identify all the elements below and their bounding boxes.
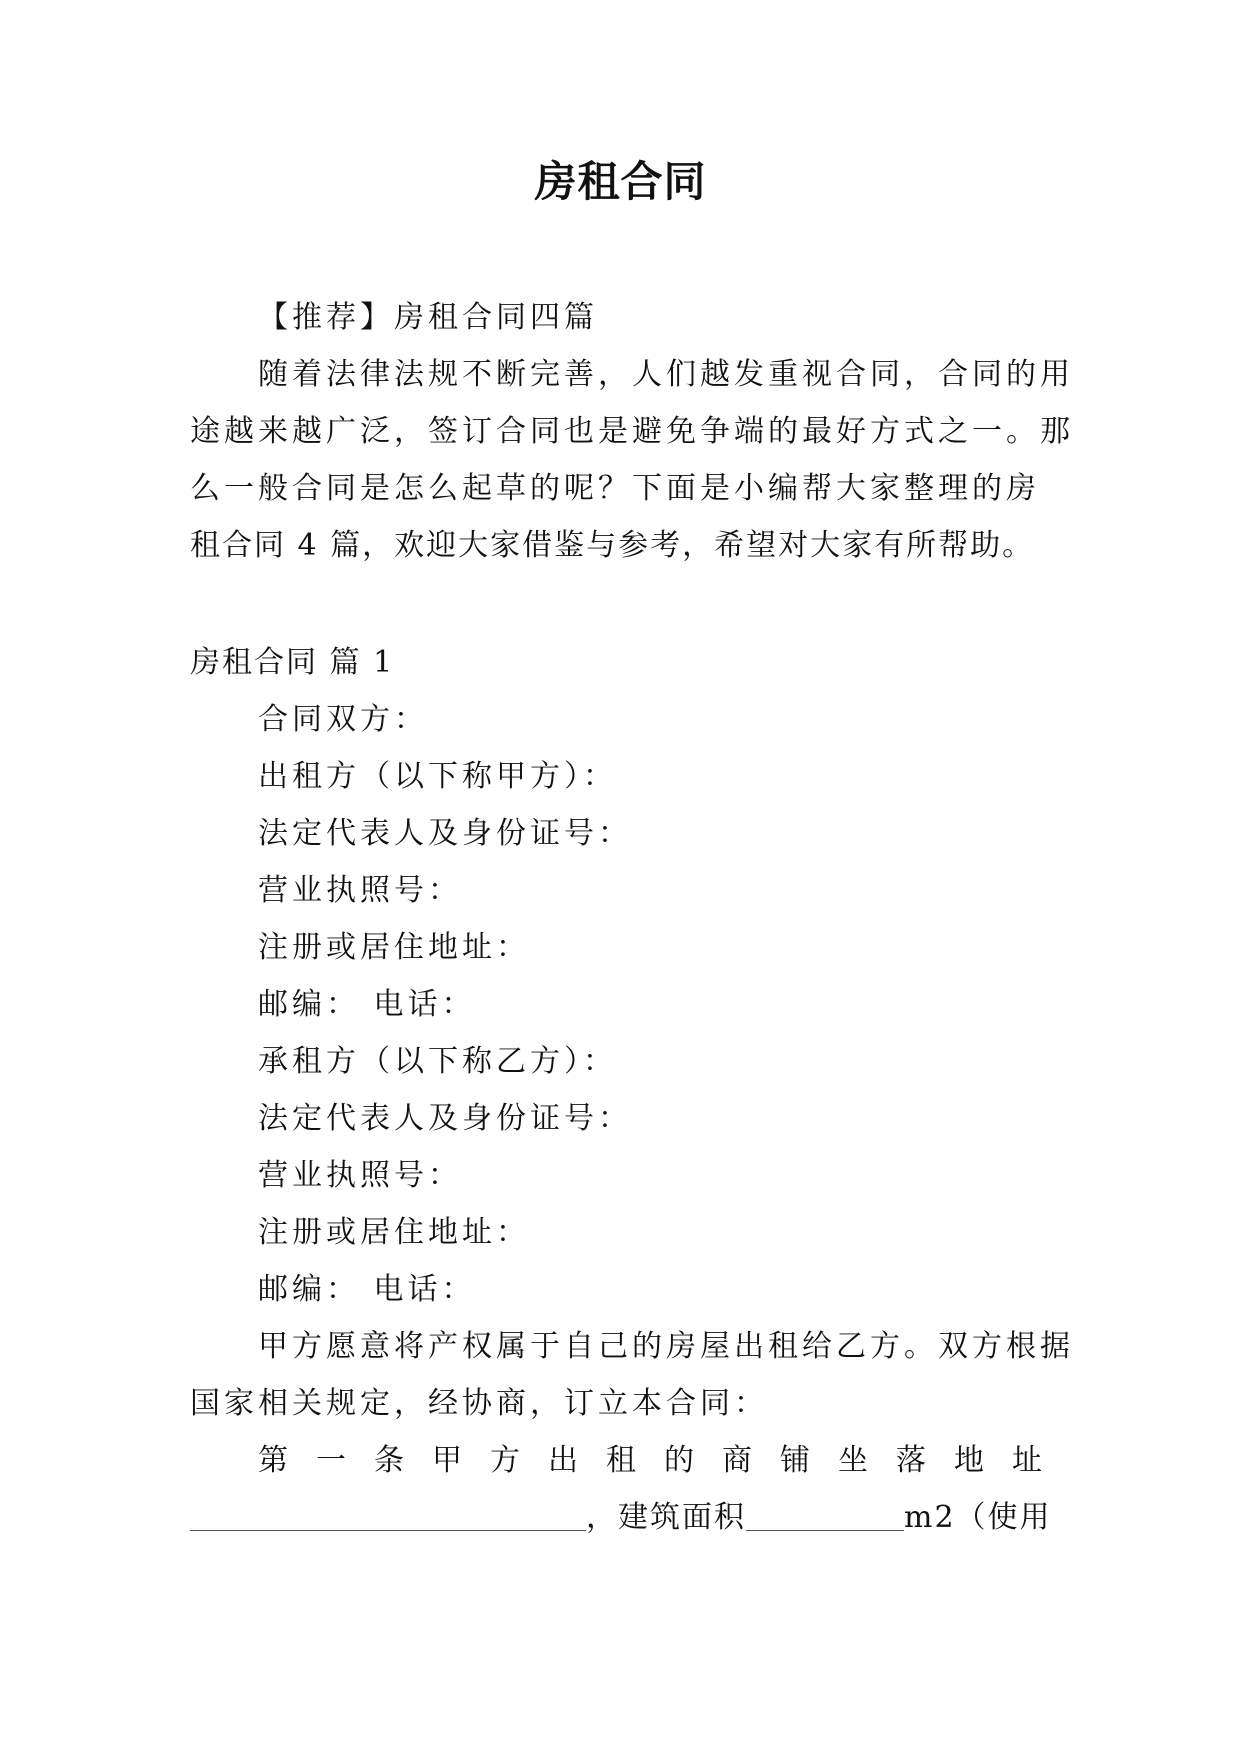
article-one-char: 商	[722, 1443, 752, 1478]
lessor-legal-rep: 法定代表人及身份证号：	[258, 816, 632, 851]
lessor-postcode-phone: 邮编： 电话：	[258, 987, 476, 1022]
intro-line-1: 随着法律法规不断完善，人们越发重视合同，合同的用	[258, 357, 1074, 392]
article-one-char: 条	[374, 1443, 404, 1478]
article-one-char: 址	[1012, 1443, 1042, 1478]
contract-parties: 合同双方：	[258, 702, 428, 737]
article-one-char: 第	[258, 1443, 288, 1478]
section-heading: 房租合同 篇 1	[190, 645, 395, 680]
document-title: 房租合同	[534, 157, 707, 206]
article-one-char: 的	[664, 1443, 694, 1478]
article-one-char: 一	[316, 1443, 346, 1478]
article-one-char: 铺	[780, 1443, 810, 1478]
article-one-char: 出	[548, 1443, 578, 1478]
article-one-continued	[190, 1498, 1052, 1538]
agreement-line-2: 国家相关规定，经协商，订立本合同：	[190, 1386, 768, 1421]
lessee-postcode-phone: 邮编： 电话：	[258, 1272, 476, 1307]
area-unit-label: m2（使用	[904, 1500, 1052, 1535]
article-one-char: 落	[896, 1443, 926, 1478]
address-blank	[190, 1500, 586, 1531]
lessee-legal-rep: 法定代表人及身份证号：	[258, 1101, 632, 1136]
article-one-char: 甲	[432, 1443, 462, 1478]
lessee-label: 承租方（以下称乙方）：	[258, 1044, 617, 1079]
lessor-label: 出租方（以下称甲方）：	[258, 759, 617, 794]
article-one-char: 地	[954, 1443, 984, 1478]
lessee-address: 注册或居住地址：	[258, 1215, 530, 1250]
intro-line-2: 途越来越广泛，签订合同也是避免争端的最好方式之一。那	[190, 414, 1074, 449]
article-one-char: 租	[606, 1443, 636, 1478]
intro-line-4: 租合同 4 篇，欢迎大家借鉴与参考，希望对大家有所帮助。	[190, 528, 1035, 563]
article-one-line	[258, 1441, 1042, 1481]
area-blank	[746, 1500, 904, 1531]
article-one-char: 方	[490, 1443, 520, 1478]
agreement-line-1: 甲方愿意将产权属于自己的房屋出租给乙方。双方根据	[258, 1329, 1074, 1364]
intro-line-3: 么一般合同是怎么起草的呢？下面是小编帮大家整理的房	[190, 471, 1040, 506]
lessee-license: 营业执照号：	[258, 1158, 462, 1193]
lessor-address: 注册或居住地址：	[258, 930, 530, 965]
recommend-heading: 【推荐】房租合同四篇	[258, 300, 598, 335]
lessor-license: 营业执照号：	[258, 873, 462, 908]
article-one-char: 坐	[838, 1443, 868, 1478]
building-area-label: ，建筑面积	[586, 1500, 746, 1535]
